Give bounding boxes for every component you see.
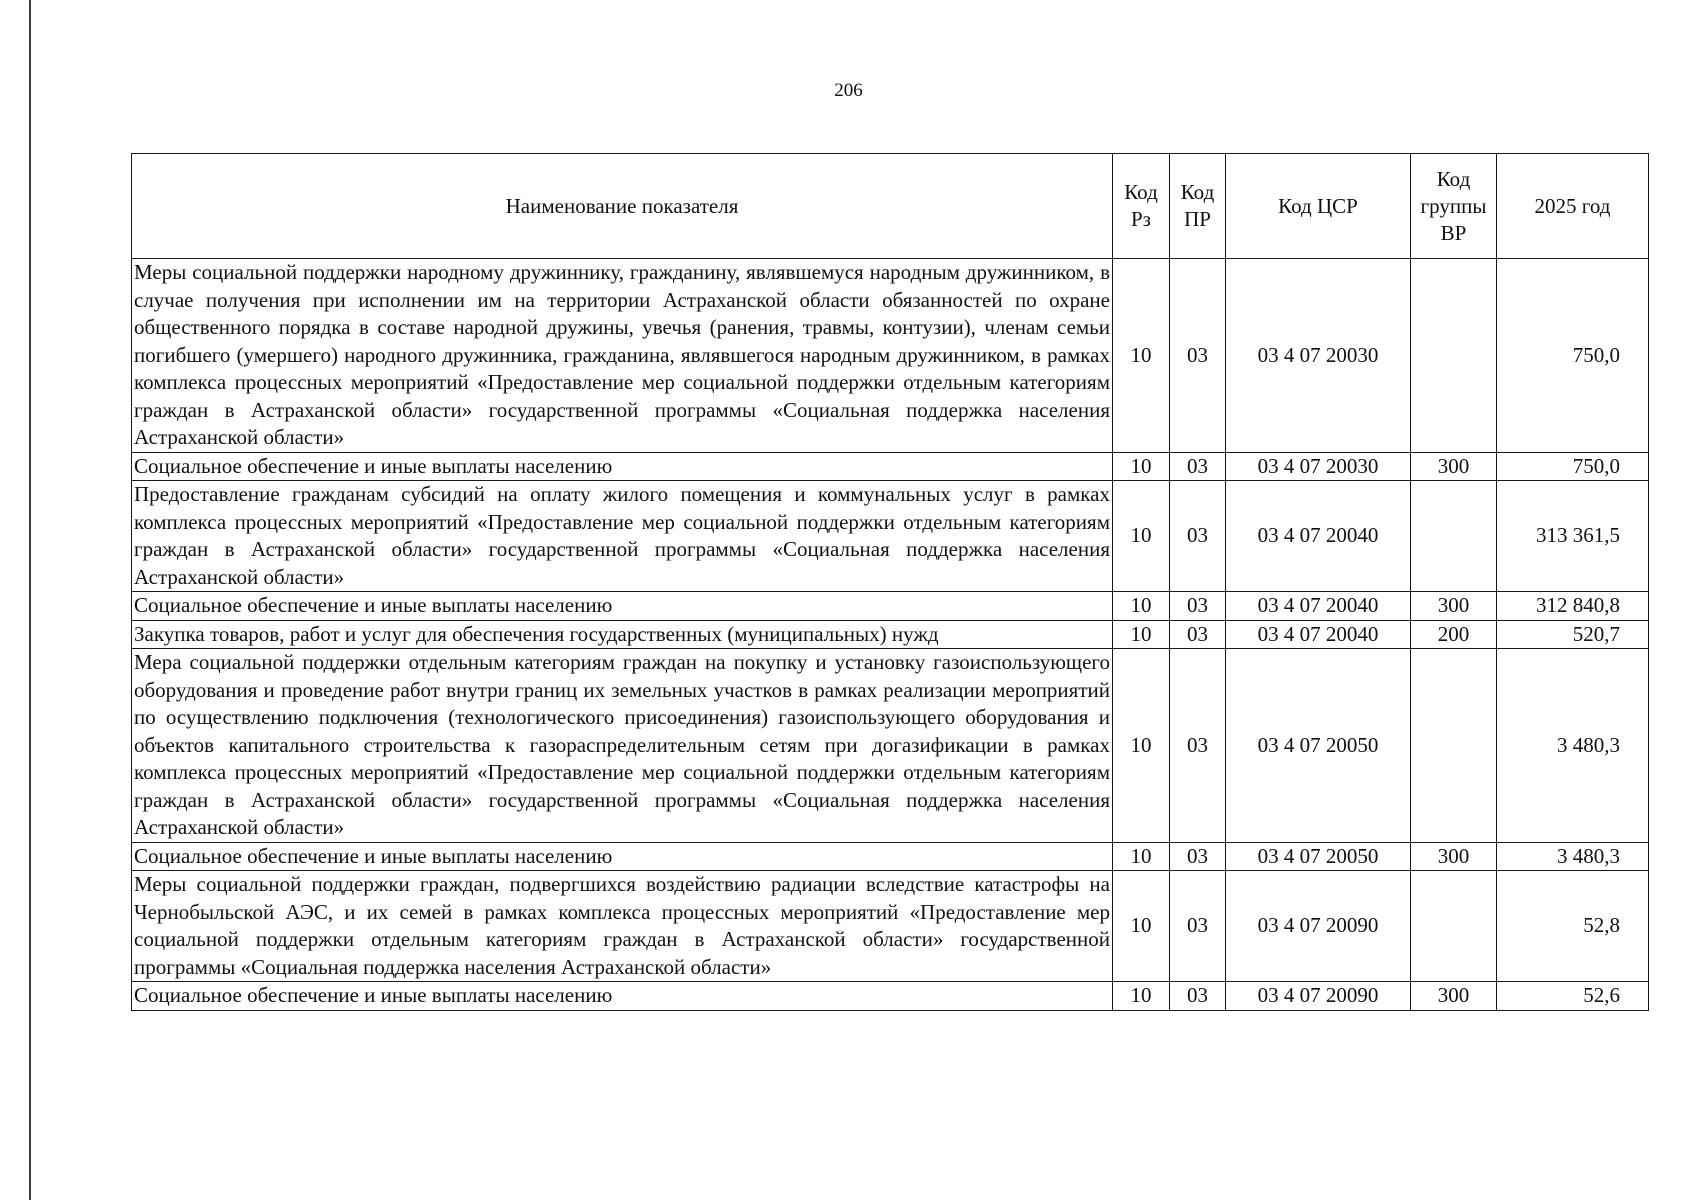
row-csr: 03 4 07 20030 xyxy=(1226,259,1411,453)
header-name: Наименование показателя xyxy=(132,154,1113,259)
row-pr: 03 xyxy=(1170,620,1226,649)
row-csr: 03 4 07 20050 xyxy=(1226,649,1411,843)
row-vr: 300 xyxy=(1411,982,1497,1011)
table-row xyxy=(132,620,1649,649)
budget-table xyxy=(131,153,1649,1011)
header-vr: Код группы ВР xyxy=(1411,154,1497,259)
header-pr: Код ПР xyxy=(1170,154,1226,259)
row-rz: 10 xyxy=(1113,259,1170,453)
table-header-row xyxy=(132,154,1649,259)
row-amount: 3 480,3 xyxy=(1497,649,1649,843)
row-rz: 10 xyxy=(1113,982,1170,1011)
row-vr: 200 xyxy=(1411,620,1497,649)
page-number: 206 xyxy=(834,80,863,101)
scan-edge-line xyxy=(29,0,31,1200)
row-pr: 03 xyxy=(1170,592,1226,621)
row-vr: 300 xyxy=(1411,452,1497,481)
table-row xyxy=(132,649,1649,843)
row-name: Мера социальной поддержки отдельным категориям граждан на покупку и установку газоиспользующего оборудования и проведение работ внутри границ их земельных участков в рамках реализации мероприятий по осуществлению подключения (технологического присоединения) газоиспользующего оборудования и объектов капитального строительства к газораспределительным сетям при догазификации в рамках комплекса процессных мероприятий «Предоставление мер социальной поддержки отдельным категориям граждан в Астраханской области» государственной программы «Социальная поддержка населения Астраханской области» xyxy=(132,649,1113,843)
row-rz: 10 xyxy=(1113,481,1170,592)
row-vr xyxy=(1411,481,1497,592)
table-row xyxy=(132,259,1649,453)
row-name: Закупка товаров, работ и услуг для обеспечения государственных (муниципальных) нужд xyxy=(132,620,1113,649)
row-rz: 10 xyxy=(1113,592,1170,621)
row-amount: 750,0 xyxy=(1497,259,1649,453)
row-csr: 03 4 07 20050 xyxy=(1226,842,1411,871)
header-csr: Код ЦСР xyxy=(1226,154,1411,259)
row-amount: 750,0 xyxy=(1497,452,1649,481)
row-amount: 312 840,8 xyxy=(1497,592,1649,621)
row-amount: 313 361,5 xyxy=(1497,481,1649,592)
row-csr: 03 4 07 20040 xyxy=(1226,592,1411,621)
row-pr: 03 xyxy=(1170,452,1226,481)
row-vr xyxy=(1411,649,1497,843)
row-csr: 03 4 07 20090 xyxy=(1226,982,1411,1011)
table-row xyxy=(132,481,1649,592)
row-rz: 10 xyxy=(1113,620,1170,649)
row-rz: 10 xyxy=(1113,842,1170,871)
row-pr: 03 xyxy=(1170,259,1226,453)
row-rz: 10 xyxy=(1113,452,1170,481)
row-rz: 10 xyxy=(1113,649,1170,843)
table-row xyxy=(132,842,1649,871)
header-rz: Код Рз xyxy=(1113,154,1170,259)
row-vr: 300 xyxy=(1411,592,1497,621)
row-name: Социальное обеспечение и иные выплаты населению xyxy=(132,452,1113,481)
row-name: Меры социальной поддержки народному дружиннику, гражданину, являвшемуся народным дружинником, в случае получения при исполнении им на территории Астраханской области обязанностей по охране общественного порядка в составе народной дружины, увечья (ранения, травмы, контузии), членам семьи погибшего (умершего) народного дружинника, гражданина, являвшегося народным дружинником, в рамках комплекса процессных мероприятий «Предоставление мер социальной поддержки отдельным категориям граждан в Астраханской области» государственной программы «Социальная поддержка населения Астраханской области» xyxy=(132,259,1113,453)
row-name: Социальное обеспечение и иные выплаты населению xyxy=(132,592,1113,621)
row-pr: 03 xyxy=(1170,842,1226,871)
table-row xyxy=(132,452,1649,481)
row-amount: 520,7 xyxy=(1497,620,1649,649)
row-vr xyxy=(1411,871,1497,982)
row-name: Социальное обеспечение и иные выплаты населению xyxy=(132,842,1113,871)
row-pr: 03 xyxy=(1170,481,1226,592)
row-csr: 03 4 07 20090 xyxy=(1226,871,1411,982)
row-rz: 10 xyxy=(1113,871,1170,982)
row-pr: 03 xyxy=(1170,871,1226,982)
row-name: Социальное обеспечение и иные выплаты населению xyxy=(132,982,1113,1011)
row-name: Меры социальной поддержки граждан, подвергшихся воздействию радиации вследствие катастрофы на Чернобыльской АЭС, и их семей в рамках комплекса процессных мероприятий «Предоставление мер социальной поддержки отдельным категориям граждан в Астраханской области» государственной программы «Социальная поддержка населения Астраханской области» xyxy=(132,871,1113,982)
row-pr: 03 xyxy=(1170,982,1226,1011)
header-year: 2025 год xyxy=(1497,154,1649,259)
table-row xyxy=(132,871,1649,982)
table-row xyxy=(132,592,1649,621)
row-vr xyxy=(1411,259,1497,453)
row-amount: 52,8 xyxy=(1497,871,1649,982)
row-name: Предоставление гражданам субсидий на оплату жилого помещения и коммунальных услуг в рамках комплекса процессных мероприятий «Предоставление мер социальной поддержки отдельным категориям граждан в Астраханской области» государственной программы «Социальная поддержка населения Астраханской области» xyxy=(132,481,1113,592)
row-amount: 52,6 xyxy=(1497,982,1649,1011)
row-pr: 03 xyxy=(1170,649,1226,843)
table-row xyxy=(132,982,1649,1011)
row-vr: 300 xyxy=(1411,842,1497,871)
row-csr: 03 4 07 20040 xyxy=(1226,620,1411,649)
row-csr: 03 4 07 20040 xyxy=(1226,481,1411,592)
row-amount: 3 480,3 xyxy=(1497,842,1649,871)
row-csr: 03 4 07 20030 xyxy=(1226,452,1411,481)
